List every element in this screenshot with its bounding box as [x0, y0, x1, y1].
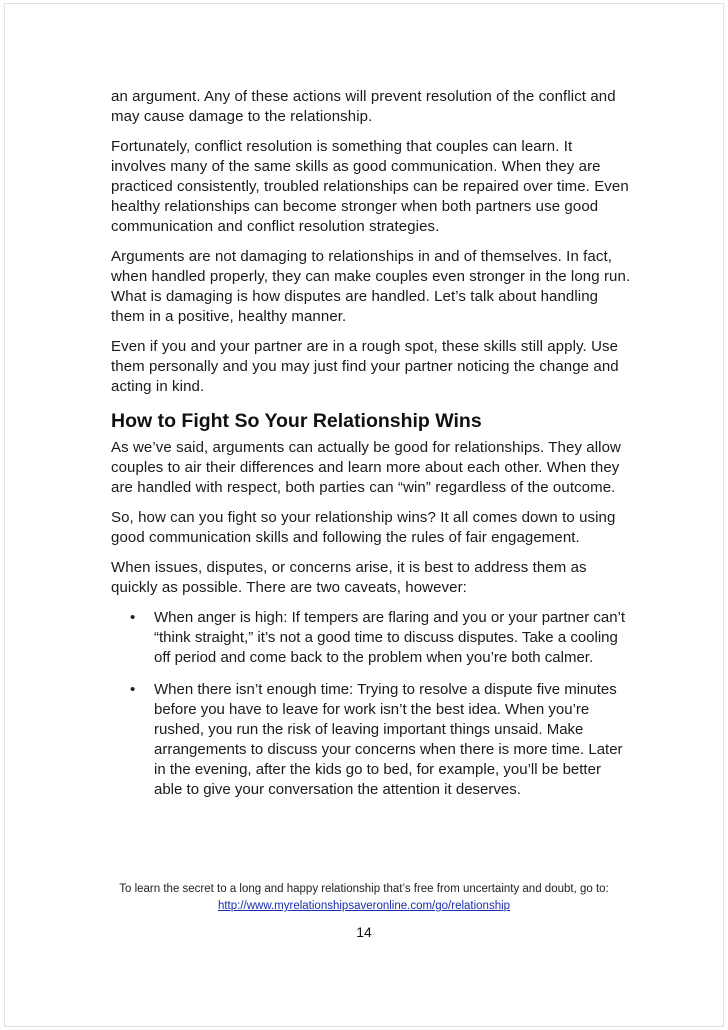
- paragraph: Even if you and your partner are in a rough spot, these skills still apply. Use them personally and you may just find your partner noticing the change and acting in kind.: [111, 338, 619, 395]
- bullet-icon: •: [130, 609, 136, 626]
- paragraph: an argument. Any of these actions will prevent resolution of the conflict and may cause damage to the relationship.: [111, 88, 616, 125]
- footer-note: [0, 881, 728, 915]
- bullet-icon: •: [130, 681, 136, 698]
- section-heading: How to Fight So Your Relationship Wins: [111, 410, 482, 432]
- paragraph: When issues, disputes, or concerns arise, it is best to address them as quickly as possible. There are two caveats, however:: [111, 559, 587, 596]
- list-item: [111, 608, 631, 668]
- footer-text: To learn the secret to a long and happy relationship that’s free from uncertainty and doubt, go to:: [119, 883, 609, 895]
- paragraph: Arguments are not damaging to relationships in and of themselves. In fact, when handled properly, they can make couples even stronger in the long run. What is damaging is how disputes are handled. Let’s talk about handling them in a positive, healthy manner.: [111, 248, 631, 325]
- page-number: 14: [356, 924, 372, 940]
- list-item-text: When there isn’t enough time: Trying to resolve a dispute five minutes before you have to leave for work isn’t the best idea. When you’re rushed, you run the risk of leaving important things unsaid. Make arrangements to discuss your concerns when there is more time. Later in the evening, after the kids go to bed, for example, you’ll be better able to give your conversation the attention it deserves.: [154, 681, 623, 798]
- footer-link[interactable]: http://www.myrelationshipsaveronline.com/go/relationship: [217, 900, 511, 912]
- paragraph: Fortunately, conflict resolution is something that couples can learn. It involves many of the same skills as good communication. When they are practiced consistently, troubled relationships can be repaired over time. Even healthy relationships can become stronger when both partners use good communication and conflict resolution strategies.: [111, 138, 629, 235]
- paragraph: As we’ve said, arguments can actually be good for relationships. They allow couples to air their differences and learn more about each other. When they are handled with respect, both parties can “win” regardless of the outcome.: [111, 439, 621, 496]
- document-body: [111, 87, 631, 812]
- bullet-list: [111, 608, 631, 800]
- list-item: [111, 680, 631, 800]
- list-item-text: When anger is high: If tempers are flaring and you or your partner can’t “think straight,” it’s not a good time to discuss disputes. Take a cooling off period and come back to the problem when you’re both calmer.: [154, 609, 626, 666]
- paragraph: So, how can you fight so your relationship wins? It all comes down to using good communication skills and following the rules of fair engagement.: [111, 509, 616, 546]
